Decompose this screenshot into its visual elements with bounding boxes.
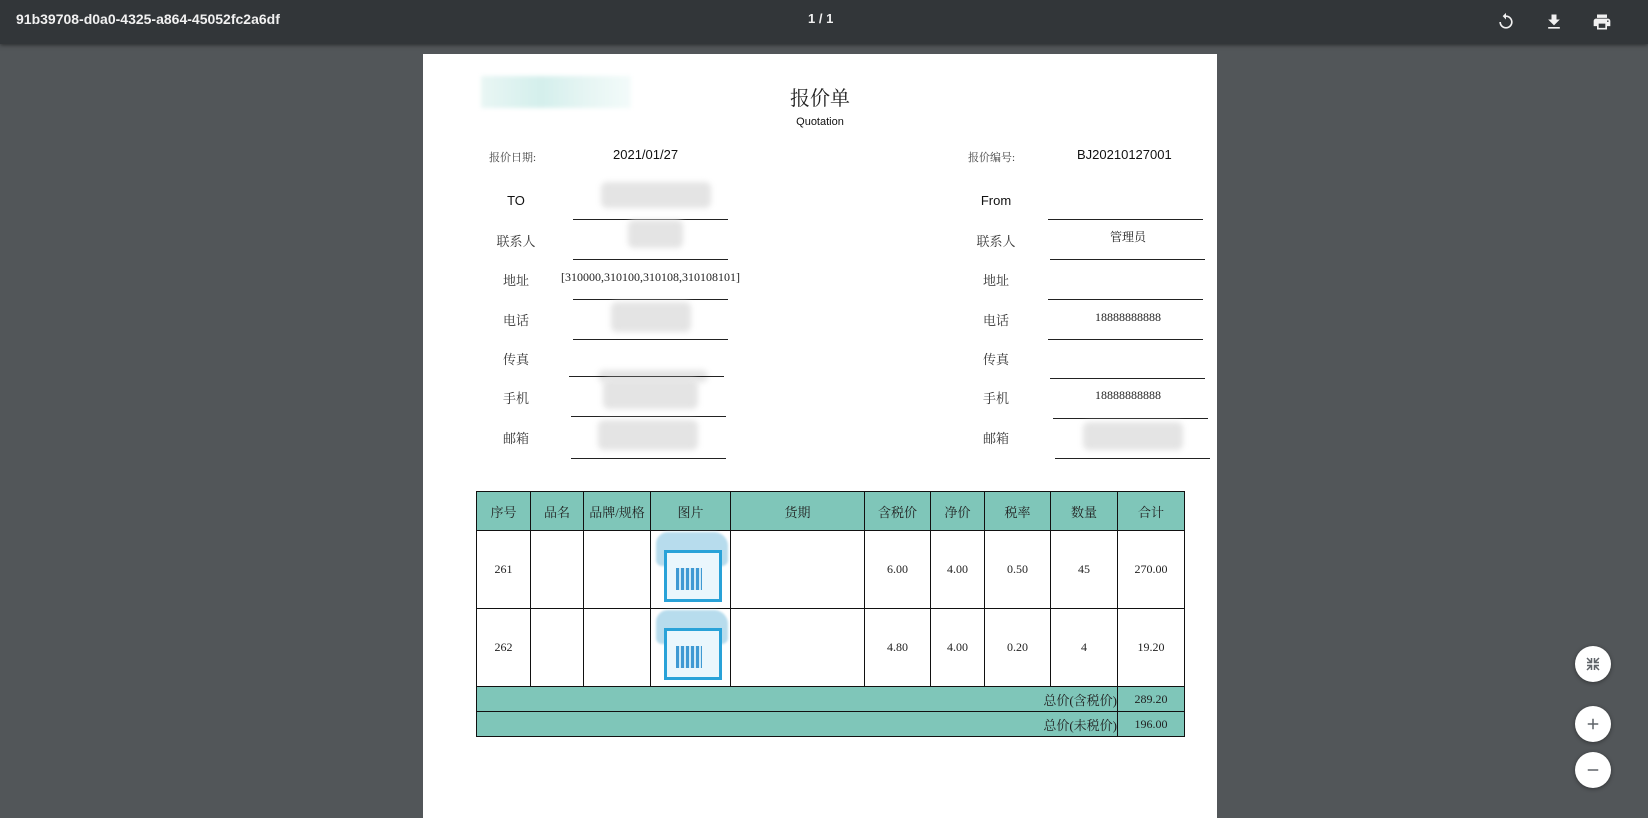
cell-total: 270.00 <box>1118 531 1185 609</box>
pdf-page <box>423 54 1217 818</box>
to-mobile-line <box>571 416 726 417</box>
col-header-total: 合计 <box>1118 492 1185 531</box>
fit-page-button[interactable] <box>1575 646 1611 682</box>
pdf-toolbar <box>0 0 1648 44</box>
to-contact-label: 联系人 <box>496 234 536 249</box>
download-button[interactable] <box>1538 6 1570 38</box>
product-image <box>658 612 724 684</box>
cell-tax-price: 4.80 <box>865 609 931 687</box>
table-row <box>477 531 1185 609</box>
from-mobile-value: 18888888888 <box>1095 388 1161 402</box>
zoom-in-button[interactable] <box>1575 706 1611 742</box>
from-address-label: 地址 <box>982 273 1009 288</box>
cell-qty: 45 <box>1051 531 1118 609</box>
col-header-tax-price: 含税价 <box>865 492 931 531</box>
to-phone-label: 电话 <box>502 313 529 328</box>
to-fax-line <box>569 376 724 377</box>
quote-number-value: BJ20210127001 <box>1077 147 1172 162</box>
from-company-line <box>1048 219 1203 220</box>
col-header-tax-rate: 税率 <box>985 492 1051 531</box>
col-header-lead-time: 货期 <box>731 492 865 531</box>
to-address-label: 地址 <box>502 273 529 288</box>
redacted-to-email <box>598 420 698 450</box>
cell-tax-rate: 0.50 <box>985 531 1051 609</box>
col-header-name: 品名 <box>531 492 584 531</box>
from-mobile-label: 手机 <box>982 391 1009 406</box>
cell-net-price: 4.00 <box>931 609 985 687</box>
from-address-line <box>1048 299 1203 300</box>
from-phone-label: 电话 <box>982 313 1009 328</box>
cell-total: 19.20 <box>1118 609 1185 687</box>
redacted-to-company <box>601 182 711 208</box>
cell-name <box>531 531 584 609</box>
redacted-to-phone <box>611 302 691 332</box>
total-with-tax-label: 总价(含税价) <box>477 687 1118 712</box>
cell-no: 262 <box>477 609 531 687</box>
col-header-net-price: 净价 <box>931 492 985 531</box>
items-table <box>476 491 1185 737</box>
col-header-qty: 数量 <box>1051 492 1118 531</box>
rotate-icon <box>1496 12 1516 32</box>
total-without-tax-row <box>477 712 1185 737</box>
from-mobile-line <box>1053 418 1208 419</box>
zoom-out-button[interactable] <box>1575 752 1611 788</box>
col-header-brand: 品牌/规格 <box>584 492 651 531</box>
cell-brand <box>584 531 651 609</box>
quote-number-label: 报价编号: <box>968 152 1016 164</box>
to-phone-line <box>573 339 728 340</box>
total-without-tax-value: 196.00 <box>1118 712 1185 737</box>
total-with-tax-value: 289.20 <box>1118 687 1185 712</box>
cell-lead-time <box>731 609 865 687</box>
cell-tax-rate: 0.20 <box>985 609 1051 687</box>
from-contact-value: 管理员 <box>1109 230 1146 244</box>
cell-lead-time <box>731 531 865 609</box>
rotate-button[interactable] <box>1490 6 1522 38</box>
cell-no: 261 <box>477 531 531 609</box>
redacted-to-contact <box>628 220 683 248</box>
from-email-line <box>1055 458 1210 459</box>
zoom-in-icon <box>1584 715 1602 733</box>
date-label: 报价日期: <box>489 152 537 164</box>
cell-image <box>651 531 731 609</box>
cell-qty: 4 <box>1051 609 1118 687</box>
total-without-tax-label: 总价(未税价) <box>477 712 1118 737</box>
quotation-subtitle: Quotation <box>796 116 844 128</box>
col-header-image: 图片 <box>651 492 731 531</box>
print-icon <box>1592 12 1612 32</box>
table-row <box>477 609 1185 687</box>
from-phone-line <box>1048 339 1203 340</box>
cell-tax-price: 6.00 <box>865 531 931 609</box>
from-fax-label: 传真 <box>982 352 1009 367</box>
quotation-title: 报价单 <box>790 88 850 110</box>
to-address-value: [310000,310100,310108,310108101] <box>561 270 740 284</box>
cell-net-price: 4.00 <box>931 531 985 609</box>
table-header-row <box>477 492 1185 531</box>
from-fax-line <box>1050 378 1205 379</box>
print-button[interactable] <box>1586 6 1618 38</box>
from-phone-value: 18888888888 <box>1095 310 1161 324</box>
total-with-tax-row <box>477 687 1185 712</box>
to-header: TO <box>507 193 525 208</box>
to-email-line <box>571 458 726 459</box>
product-image <box>658 534 724 606</box>
col-header-no: 序号 <box>477 492 531 531</box>
to-email-label: 邮箱 <box>502 431 529 446</box>
cell-name <box>531 609 584 687</box>
to-fax-label: 传真 <box>502 352 529 367</box>
from-contact-line <box>1050 259 1205 260</box>
download-icon <box>1544 12 1564 32</box>
date-value: 2021/01/27 <box>613 147 679 162</box>
from-contact-label: 联系人 <box>976 234 1016 249</box>
redacted-to-mobile <box>603 379 698 409</box>
page-indicator: 1 / 1 <box>808 11 834 26</box>
fit-page-icon <box>1584 655 1602 673</box>
cell-brand <box>584 609 651 687</box>
redacted-from-email <box>1083 422 1183 450</box>
to-mobile-label: 手机 <box>502 391 529 406</box>
to-address-line <box>573 299 728 300</box>
from-header: From <box>980 193 1012 208</box>
cell-image <box>651 609 731 687</box>
from-email-label: 邮箱 <box>982 431 1009 446</box>
document-title: 91b39708-d0a0-4325-a864-45052fc2a6df <box>16 11 280 27</box>
zoom-out-icon <box>1584 761 1602 779</box>
